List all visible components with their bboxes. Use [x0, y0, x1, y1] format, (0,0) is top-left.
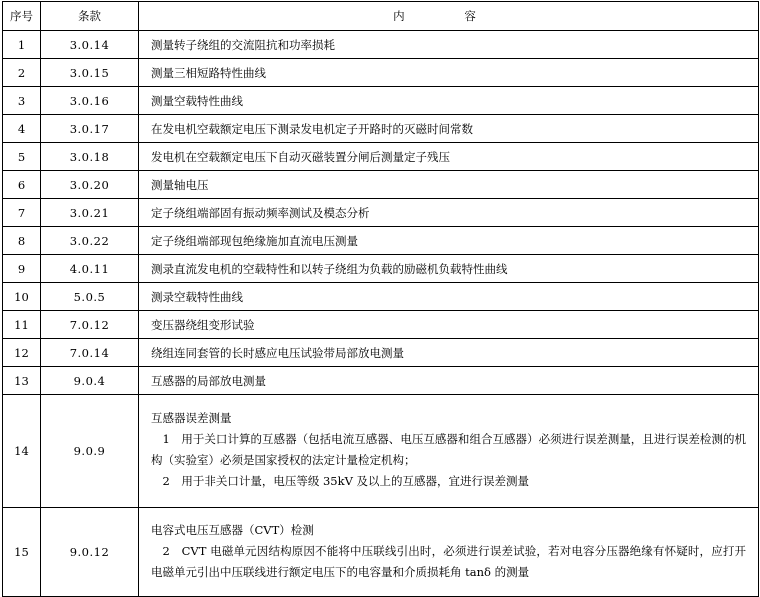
content-heading: 电容式电压互感器（CVT）检测 — [151, 522, 314, 537]
row-content: 在发电机空载额定电压下测录发电机定子开路时的灭磁时间常数 — [139, 115, 759, 143]
table-row — [3, 227, 759, 255]
content-paragraph: 1 用于关口计算的互感器（包括电流互感器、电压互感器和组合互感器）必须进行误差测量，且进行误差检测的机构（实验室）必须是国家授权的法定计量检定机构； — [151, 432, 746, 467]
table-row — [3, 115, 759, 143]
table-row — [3, 395, 759, 508]
header-index: 序号 — [3, 2, 41, 31]
table-row — [3, 143, 759, 171]
row-index: 7 — [3, 199, 41, 227]
table-row — [3, 87, 759, 115]
row-content — [139, 508, 759, 597]
row-index: 10 — [3, 283, 41, 311]
row-content: 测量空载特性曲线 — [139, 87, 759, 115]
row-content: 变压器绕组变形试验 — [139, 311, 759, 339]
row-content: 定子绕组端部固有振动频率测试及模态分析 — [139, 199, 759, 227]
row-content: 发电机在空载额定电压下自动灭磁装置分闸后测量定子残压 — [139, 143, 759, 171]
row-index: 8 — [3, 227, 41, 255]
row-content: 测量三相短路特性曲线 — [139, 59, 759, 87]
content-paragraph: 2 CVT 电磁单元因结构原因不能将中压联线引出时，必须进行误差试验，若对电容分压器绝缘有怀疑时，应打开电磁单元引出中压联线进行额定电压下的电容量和介质损耗角 tanδ 的测量 — [151, 543, 746, 579]
row-content: 测量轴电压 — [139, 171, 759, 199]
row-index: 13 — [3, 367, 41, 395]
table-row — [3, 311, 759, 339]
row-index: 3 — [3, 87, 41, 115]
row-index: 15 — [3, 508, 41, 597]
row-index: 14 — [3, 395, 41, 508]
row-index: 4 — [3, 115, 41, 143]
row-content: 测录直流发电机的空载特性和以转子绕组为负载的励磁机负载特性曲线 — [139, 255, 759, 283]
row-clause: 5.0.5 — [41, 283, 139, 311]
row-index: 5 — [3, 143, 41, 171]
table-row — [3, 283, 759, 311]
row-clause: 9.0.9 — [41, 395, 139, 508]
row-index: 2 — [3, 59, 41, 87]
row-clause: 4.0.11 — [41, 255, 139, 283]
content-paragraph: 2 用于非关口计量，电压等级 35kV 及以上的互感器，宜进行误差测量 — [162, 474, 530, 488]
row-clause: 7.0.12 — [41, 311, 139, 339]
header-content — [139, 2, 759, 31]
table-row — [3, 171, 759, 199]
row-clause: 3.0.14 — [41, 31, 139, 59]
row-clause: 3.0.15 — [41, 59, 139, 87]
table-row — [3, 59, 759, 87]
row-clause: 3.0.20 — [41, 171, 139, 199]
table-row — [3, 31, 759, 59]
table-row — [3, 255, 759, 283]
row-clause: 3.0.21 — [41, 199, 139, 227]
row-clause: 3.0.22 — [41, 227, 139, 255]
row-content: 绕组连同套管的长时感应电压试验带局部放电测量 — [139, 339, 759, 367]
header-content-label: 内 容 — [393, 9, 504, 23]
table-row — [3, 199, 759, 227]
row-clause: 3.0.18 — [41, 143, 139, 171]
row-clause: 9.0.12 — [41, 508, 139, 597]
row-index: 12 — [3, 339, 41, 367]
row-index: 9 — [3, 255, 41, 283]
table-header-row — [3, 2, 759, 31]
test-items-table — [2, 1, 759, 597]
row-clause: 9.0.4 — [41, 367, 139, 395]
row-clause: 3.0.16 — [41, 87, 139, 115]
table-row — [3, 367, 759, 395]
table-row — [3, 339, 759, 367]
row-content: 测录空载特性曲线 — [139, 283, 759, 311]
content-heading: 互感器误差测量 — [151, 411, 232, 425]
row-content: 测量转子绕组的交流阻抗和功率损耗 — [139, 31, 759, 59]
row-index: 1 — [3, 31, 41, 59]
row-clause: 3.0.17 — [41, 115, 139, 143]
row-index: 11 — [3, 311, 41, 339]
table-body — [3, 31, 759, 597]
table-row — [3, 508, 759, 597]
row-content — [139, 395, 759, 508]
row-content: 定子绕组端部现包绝缘施加直流电压测量 — [139, 227, 759, 255]
row-clause: 7.0.14 — [41, 339, 139, 367]
row-content: 互感器的局部放电测量 — [139, 367, 759, 395]
row-index: 6 — [3, 171, 41, 199]
header-clause: 条款 — [41, 2, 139, 31]
